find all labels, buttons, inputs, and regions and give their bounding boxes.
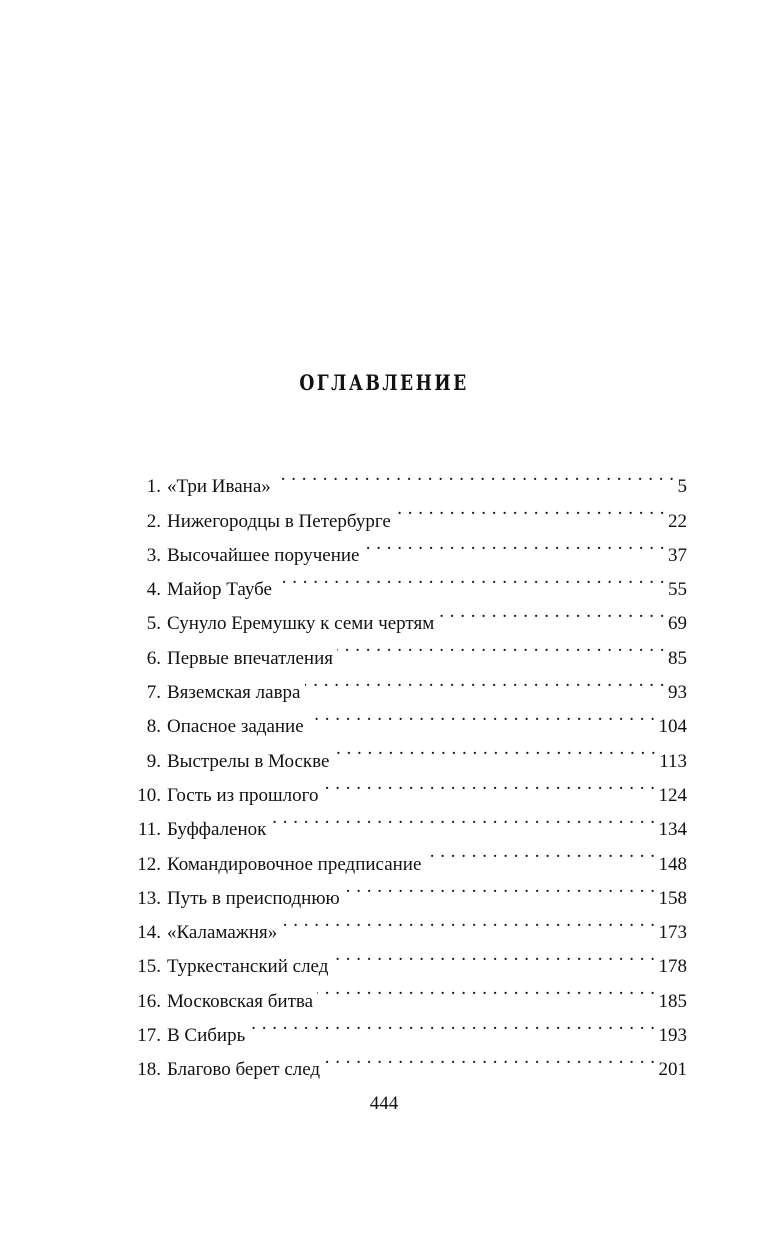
toc-entry-title: Путь в преисподнюю <box>167 882 344 916</box>
toc-entry-number: 11. <box>137 819 161 841</box>
toc-entry-page: 69 <box>665 607 687 641</box>
toc-entry-number: 9. <box>146 750 161 772</box>
table-of-contents <box>131 458 687 1081</box>
toc-entry-title: Московская битва <box>167 985 317 1019</box>
toc-entry-title: Туркестанский след <box>167 950 332 984</box>
dot-leader <box>438 595 665 629</box>
dot-leader <box>322 767 655 801</box>
toc-entry-title: «Каламажня» <box>167 916 281 950</box>
toc-entry-number: 10. <box>137 784 161 806</box>
toc-entry-page: 55 <box>665 573 687 607</box>
dot-leader <box>395 492 665 526</box>
toc-entry-page: 93 <box>665 676 687 710</box>
dot-leader <box>332 938 655 972</box>
toc-entry-title: Высочайшее поручение <box>167 539 363 573</box>
toc-entry-title: Благово берет след <box>167 1053 324 1087</box>
toc-entry-title: В Сибирь <box>167 1019 249 1053</box>
dot-leader <box>305 664 666 698</box>
toc-entry-number: 6. <box>146 647 161 669</box>
page-title: ОГЛАВЛЕНИЕ <box>299 370 469 395</box>
toc-entry-page: 158 <box>656 882 688 916</box>
toc-entry-number: 1. <box>146 476 161 498</box>
dot-leader <box>337 629 665 663</box>
toc-entry-page: 113 <box>656 745 687 779</box>
toc-entry-page: 5 <box>675 470 688 504</box>
toc-entry <box>131 458 687 498</box>
toc-entry-title: Вяземская лавра <box>167 676 305 710</box>
toc-entry-title: Выстрелы в Москве <box>167 745 333 779</box>
toc-entry-number: 12. <box>137 853 161 875</box>
page-number: 444 <box>369 1093 399 1114</box>
toc-entry-title: Командировочное предписание <box>167 848 425 882</box>
toc-entry-page: 37 <box>665 539 687 573</box>
toc-entry-title: Опасное задание <box>167 710 308 744</box>
toc-entry-page: 148 <box>656 848 688 882</box>
toc-entry-title: Нижегородцы в Петербурге <box>167 505 395 539</box>
toc-entry-number: 18. <box>137 1059 161 1081</box>
toc-entry-number: 13. <box>137 887 161 909</box>
toc-entry-page: 134 <box>656 813 688 847</box>
dot-leader <box>276 561 665 595</box>
dot-leader <box>363 527 665 561</box>
dot-leader <box>249 1007 655 1041</box>
toc-entry-title: Первые впечатления <box>167 642 337 676</box>
toc-entry-page: 22 <box>665 505 687 539</box>
dot-leader <box>281 904 655 938</box>
toc-entry-page: 124 <box>656 779 688 813</box>
dot-leader <box>324 1041 655 1075</box>
toc-entry-number: 16. <box>137 990 161 1012</box>
toc-entry-title: Сунуло Еремушку к семи чертям <box>167 607 438 641</box>
toc-entry-number: 15. <box>137 956 161 978</box>
toc-entry-number: 8. <box>146 716 161 738</box>
toc-entry-number: 14. <box>137 922 161 944</box>
toc-entry-title: Майор Таубе <box>167 573 276 607</box>
toc-entry-number: 4. <box>146 579 161 601</box>
toc-entry-page: 85 <box>665 642 687 676</box>
toc-entry-number: 2. <box>146 510 161 532</box>
toc-entry-page: 173 <box>656 916 688 950</box>
toc-entry-page: 178 <box>656 950 688 984</box>
toc-entry-title: «Три Ивана» <box>167 470 275 504</box>
dot-leader <box>317 972 655 1006</box>
dot-leader <box>425 835 655 869</box>
toc-entry-page: 193 <box>656 1019 688 1053</box>
toc-entry-title: Гость из прошлого <box>167 779 322 813</box>
dot-leader <box>275 458 675 492</box>
dot-leader <box>270 801 655 835</box>
toc-entry-number: 7. <box>146 682 161 704</box>
toc-entry-title: Буффаленок <box>167 813 270 847</box>
toc-entry-number: 17. <box>137 1025 161 1047</box>
toc-entry-number: 5. <box>146 613 161 635</box>
toc-entry-page: 201 <box>656 1053 688 1087</box>
toc-entry-page: 185 <box>656 985 688 1019</box>
dot-leader <box>333 732 656 766</box>
toc-entry-number: 3. <box>146 544 161 566</box>
dot-leader <box>344 870 656 904</box>
dot-leader <box>308 698 656 732</box>
toc-entry-page: 104 <box>656 710 688 744</box>
